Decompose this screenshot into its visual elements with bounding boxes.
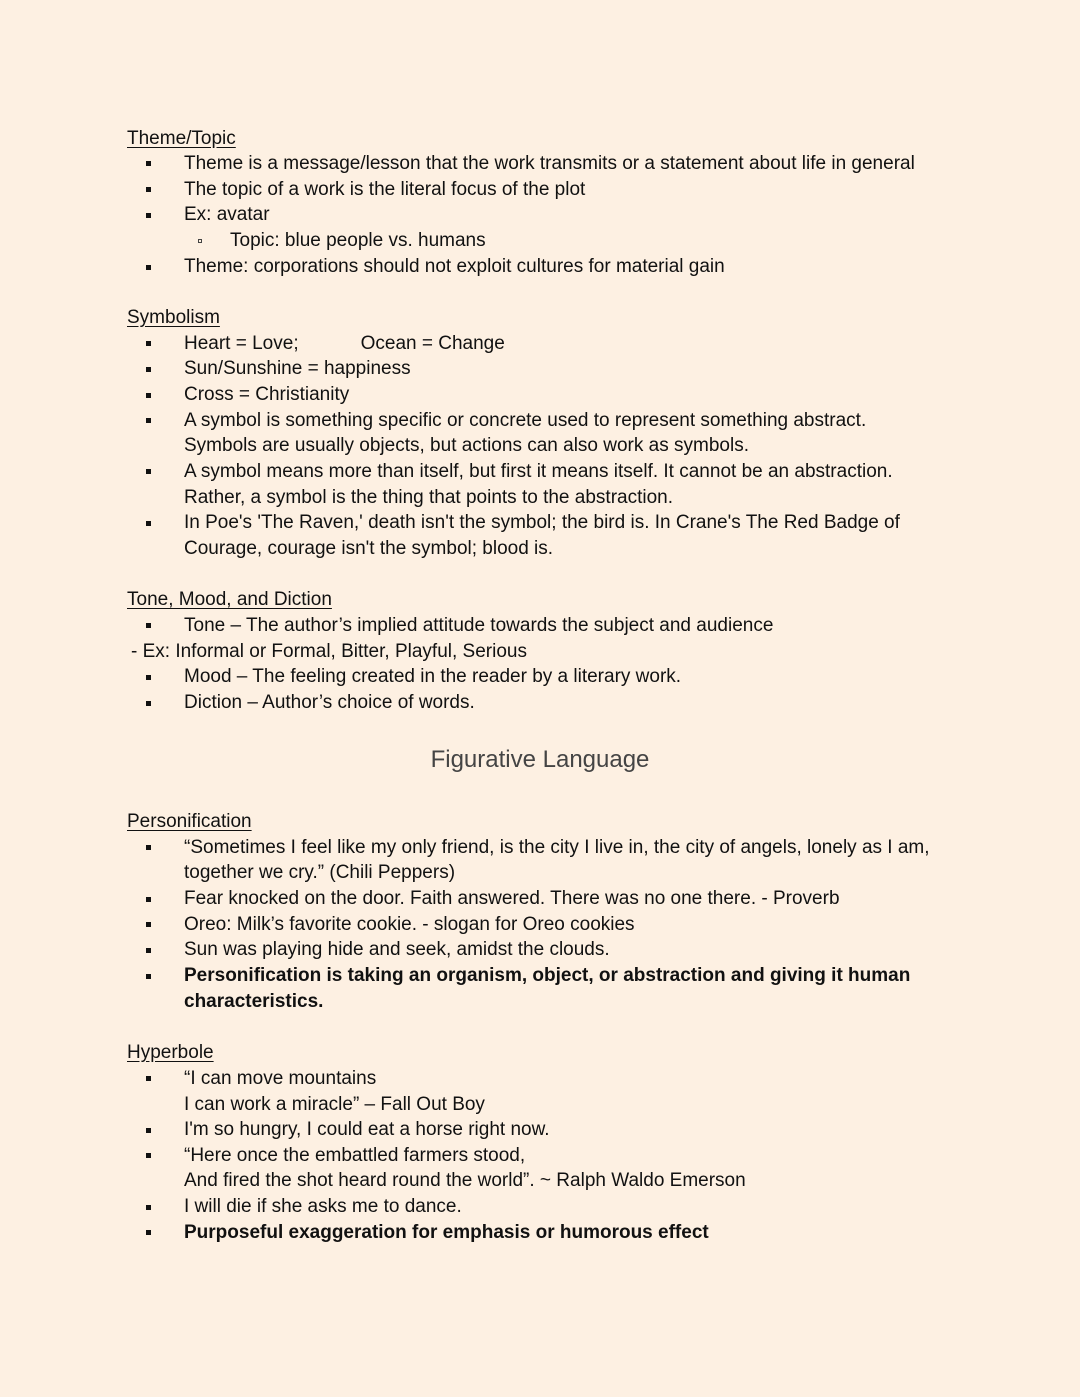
- bullet-icon: [146, 521, 151, 526]
- list-item: Tone – The author’s implied attitude towards the subject and audience: [184, 615, 774, 636]
- sub-bullet-icon: [198, 239, 202, 243]
- list-item: Diction – Author’s choice of words.: [184, 692, 475, 713]
- bullet-icon: [146, 974, 151, 979]
- bullet-icon: [146, 213, 151, 218]
- bullet-icon: [146, 341, 151, 346]
- list-item-continued: together we cry.” (Chili Peppers): [184, 862, 456, 883]
- list-item: The topic of a work is the literal focus of the plot: [184, 179, 586, 200]
- section-heading-symbolism: Symbolism: [127, 307, 220, 328]
- section-heading-theme: Theme/Topic: [127, 128, 236, 149]
- bullet-icon: [146, 265, 151, 270]
- definition-item: Purposeful exaggeration for emphasis or humorous effect: [184, 1222, 709, 1243]
- list-item: Ex: avatar: [184, 204, 270, 225]
- list-item: Sun was playing hide and seek, amidst the clouds.: [184, 939, 610, 960]
- list-item-continued: And fired the shot heard round the world”. ~ Ralph Waldo Emerson: [184, 1170, 746, 1191]
- bullet-icon: [146, 1153, 151, 1158]
- bullet-icon: [146, 469, 151, 474]
- dash-item: - Ex: Informal or Formal, Bitter, Playful, Serious: [131, 641, 527, 662]
- list-item: Cross = Christianity: [184, 384, 350, 405]
- list-item: A symbol is something specific or concrete used to represent something abstract.: [184, 410, 867, 431]
- bullet-icon: [146, 1230, 151, 1235]
- bullet-icon: [146, 845, 151, 850]
- section-heading-hyperbole: Hyperbole: [127, 1042, 214, 1063]
- bullet-icon: [146, 922, 151, 927]
- list-item-part: Ocean = Change: [360, 333, 505, 354]
- bullet-icon: [146, 367, 151, 372]
- list-item: “Sometimes I feel like my only friend, is the city I live in, the city of angels, lonely as I am,: [184, 837, 930, 858]
- bullet-icon: [146, 393, 151, 398]
- list-item: I'm so hungry, I could eat a horse right now.: [184, 1119, 550, 1140]
- bullet-icon: [146, 161, 151, 166]
- list-subitem: Topic: blue people vs. humans: [230, 230, 486, 251]
- definition-item: Personification is taking an organism, object, or abstraction and giving it human: [184, 965, 911, 986]
- bullet-icon: [146, 623, 151, 628]
- bullet-icon: [146, 1205, 151, 1210]
- list-item-continued: Courage, courage isn't the symbol; blood is.: [184, 538, 554, 559]
- list-item: Sun/Sunshine = happiness: [184, 358, 411, 379]
- list-item: Oreo: Milk’s favorite cookie. - slogan for Oreo cookies: [184, 914, 635, 935]
- bullet-icon: [146, 701, 151, 706]
- list-item: Mood – The feeling created in the reader by a literary work.: [184, 666, 682, 687]
- bullet-icon: [146, 675, 151, 680]
- list-item: “Here once the embattled farmers stood,: [184, 1145, 526, 1166]
- list-item: [184, 331, 505, 357]
- list-item-part: Heart = Love;: [184, 333, 299, 354]
- bullet-icon: [146, 948, 151, 953]
- section-title-figurative-language: Figurative Language: [430, 746, 650, 773]
- bullet-icon: [146, 1076, 151, 1081]
- list-item-continued: I can work a miracle” – Fall Out Boy: [184, 1094, 485, 1115]
- list-item: A symbol means more than itself, but first it means itself. It cannot be an abstraction.: [184, 461, 893, 482]
- bullet-icon: [146, 187, 151, 192]
- list-item-continued: Symbols are usually objects, but actions can also work as symbols.: [184, 435, 749, 456]
- definition-item-continued: characteristics.: [184, 991, 324, 1012]
- bullet-icon: [146, 1128, 151, 1133]
- bullet-icon: [146, 418, 151, 423]
- bullet-icon: [146, 897, 151, 902]
- list-item: Fear knocked on the door. Faith answered. There was no one there. - Proverb: [184, 888, 840, 909]
- list-item-continued: Rather, a symbol is the thing that points to the abstraction.: [184, 487, 673, 508]
- list-item: “I can move mountains: [184, 1068, 377, 1089]
- list-item: Theme: corporations should not exploit cultures for material gain: [184, 256, 725, 277]
- list-item: I will die if she asks me to dance.: [184, 1196, 462, 1217]
- list-item: Theme is a message/lesson that the work transmits or a statement about life in general: [184, 153, 915, 174]
- section-heading-personification: Personification: [127, 811, 252, 832]
- list-item: In Poe's 'The Raven,' death isn't the symbol; the bird is. In Crane's The Red Badge of: [184, 512, 900, 533]
- section-heading-tone: Tone, Mood, and Diction: [127, 589, 332, 610]
